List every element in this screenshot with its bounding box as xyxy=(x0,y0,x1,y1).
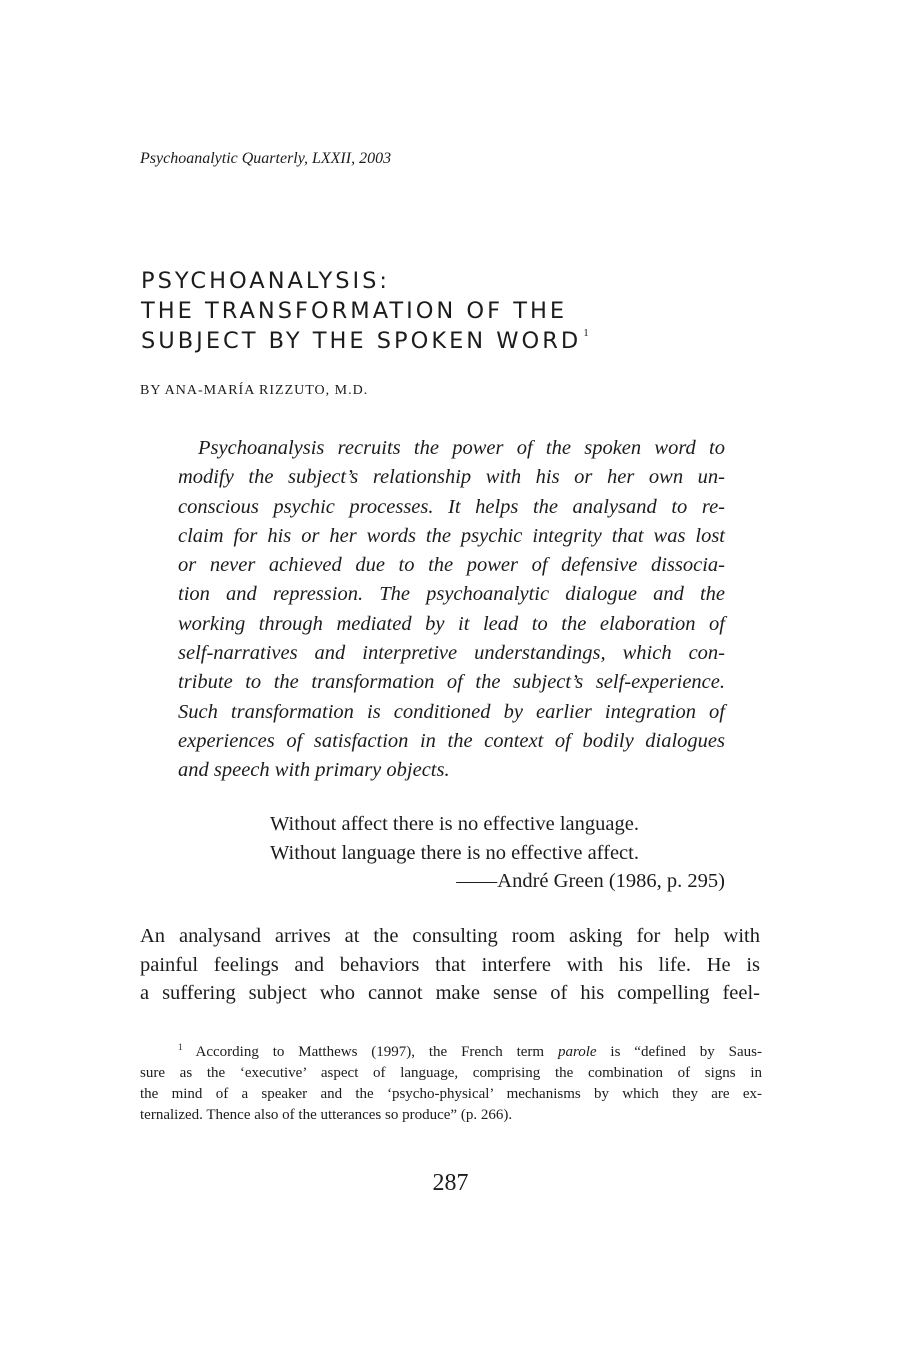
abstract-line: modify the subject’s relationship with his or her own un- xyxy=(178,466,725,489)
article-title xyxy=(141,266,589,356)
body-paragraph xyxy=(140,922,760,1008)
title-line: PSYCHOANALYSIS: xyxy=(141,268,390,294)
title-line-text: SUBJECT BY THE SPOKEN WORD xyxy=(141,328,582,354)
abstract-line: and speech with primary objects. xyxy=(178,759,450,782)
abstract-line: claim for his or her words the psychic integrity that was lost xyxy=(178,524,725,547)
abstract-line: tion and repression. The psychoanalytic dialogue and the xyxy=(178,583,725,606)
footnote-line: ternalized. Thence also of the utterances so produce” (p. 266). xyxy=(140,1107,513,1123)
epigraph-line: Without language there is no effective affect. xyxy=(270,841,639,864)
body-line: a suffering subject who cannot make sense of his compelling feel- xyxy=(140,982,760,1004)
title-footnote-marker: 1 xyxy=(583,327,589,339)
epigraph xyxy=(270,810,725,896)
footnote-italic-term: parole xyxy=(557,1044,597,1060)
footnote-text: is “defined by Saus- xyxy=(596,1044,762,1060)
abstract-line: self-narratives and interpretive understandings, which con- xyxy=(178,642,725,665)
title-line: THE TRANSFORMATION OF THE xyxy=(141,298,568,324)
abstract-line: or never achieved due to the power of defensive dissocia- xyxy=(178,554,725,577)
abstract-line: experiences of satisfaction in the context of bodily dialogues xyxy=(178,729,725,752)
abstract-line: Such transformation is conditioned by earlier integration of xyxy=(178,700,725,723)
footnote-line xyxy=(140,1042,762,1063)
journal-citation: Psychoanalytic Quarterly, LXXII, 2003 xyxy=(140,150,392,167)
author-byline: BY ANA-MARÍA RIZZUTO, M.D. xyxy=(140,383,369,398)
epigraph-line: Without affect there is no effective language. xyxy=(270,813,639,835)
abstract-line: tribute to the transformation of the subject’s self-experience. xyxy=(178,671,725,694)
abstract-line: Psychoanalysis recruits the power of the spoken word to xyxy=(198,437,725,459)
footnote-line: the mind of a speaker and the ‘psycho-physical’ mechanisms by which they are ex- xyxy=(140,1086,762,1102)
footnote xyxy=(140,1042,762,1126)
footnote-marker: 1 xyxy=(178,1042,183,1052)
body-line: painful feelings and behaviors that interfere with his life. He is xyxy=(140,953,760,976)
epigraph-attribution: ——André Green (1986, p. 295) xyxy=(456,870,725,892)
title-line xyxy=(141,326,589,356)
abstract xyxy=(178,434,725,786)
page-number: 287 xyxy=(432,1170,469,1196)
body-line: An analysand arrives at the consulting room asking for help with xyxy=(140,925,760,947)
footnote-line: sure as the ‘executive’ aspect of language, comprising the combination of signs in xyxy=(140,1065,762,1081)
footnote-text: According to Matthews (1997), the French term xyxy=(182,1044,558,1060)
abstract-line: working through mediated by it lead to the elaboration of xyxy=(178,612,725,635)
abstract-line: conscious psychic processes. It helps the analysand to re- xyxy=(178,495,725,518)
